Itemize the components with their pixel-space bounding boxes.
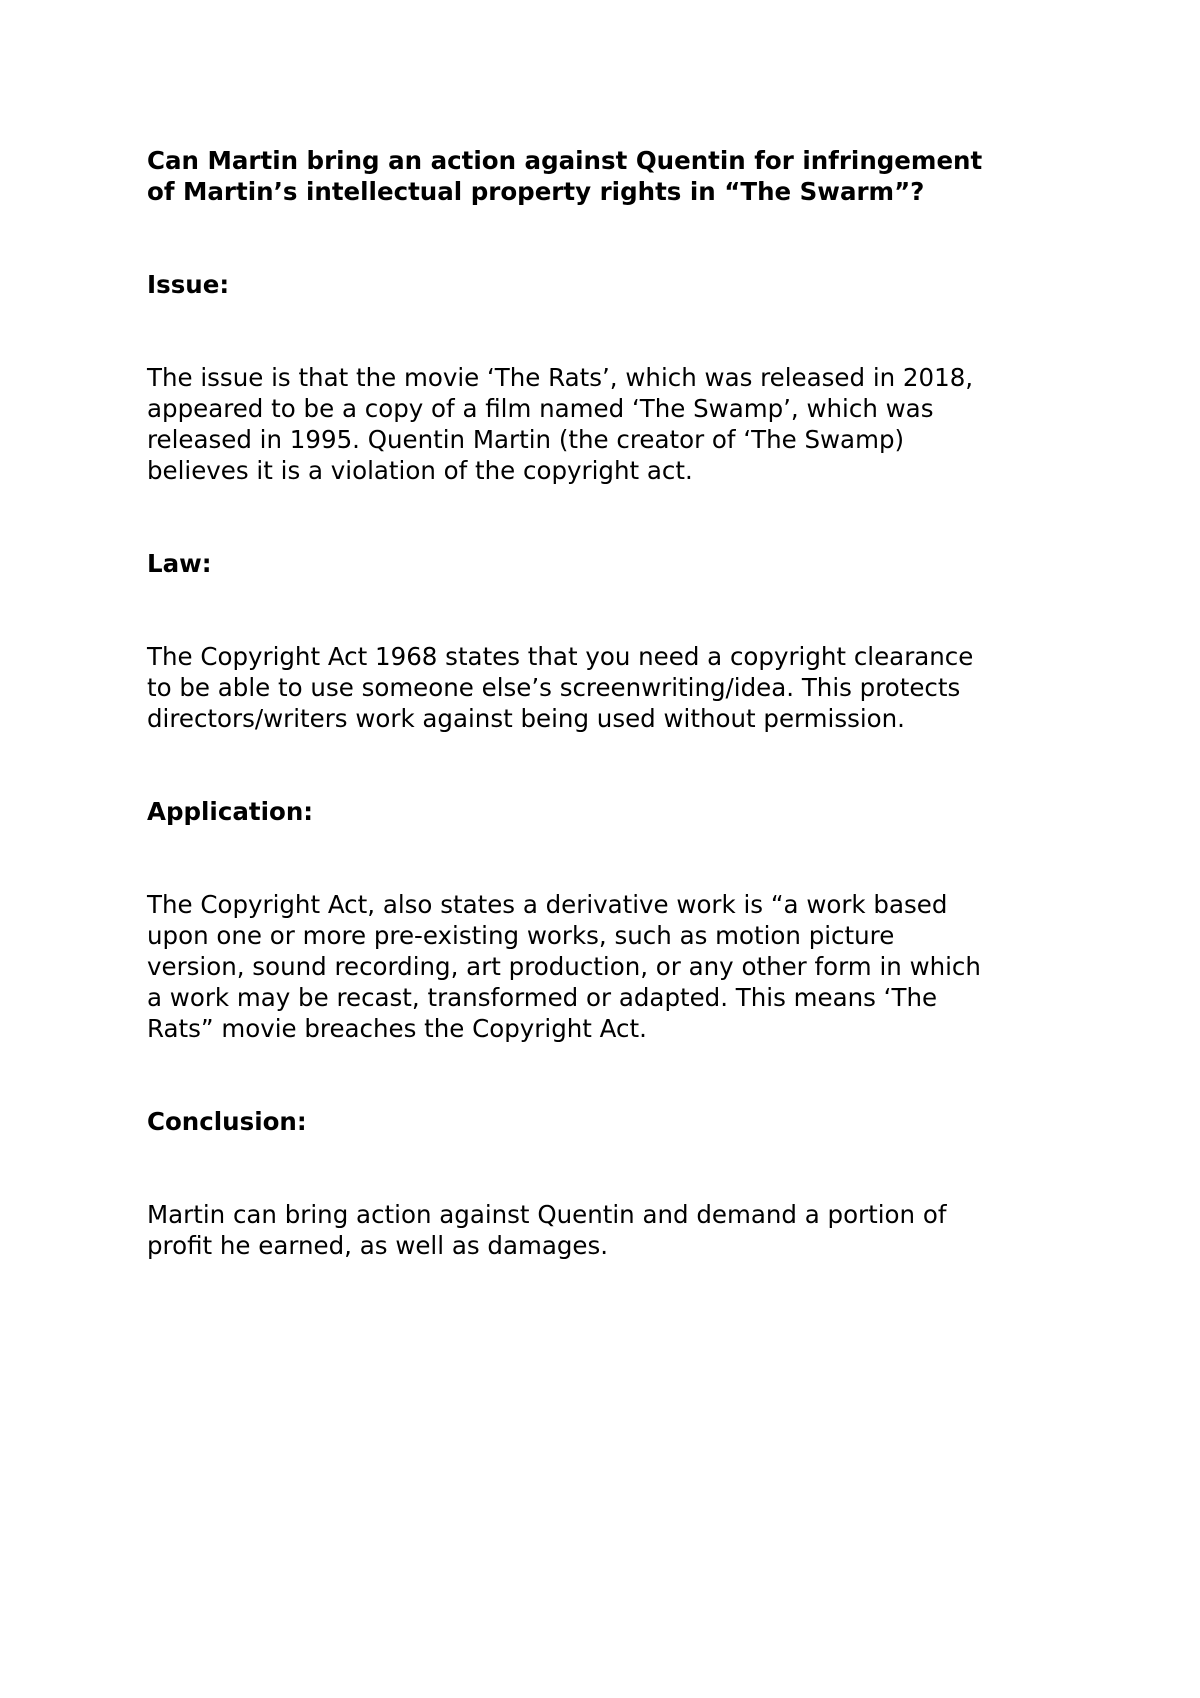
section-heading-conclusion: Conclusion: bbox=[147, 1107, 307, 1136]
section-body-law: The Copyright Act 1968 states that you need a copyright clearance to be able to use someone else’s screenwriting/idea. This protects directors/writers work against being used without permission. bbox=[147, 642, 974, 733]
spacer bbox=[147, 1044, 1077, 1106]
spacer bbox=[147, 734, 1077, 796]
section-heading-application: Application: bbox=[147, 797, 314, 826]
spacer bbox=[147, 300, 1077, 362]
section-body-issue: The issue is that the movie ‘The Rats’, which was released in 2018, appeared to be a copy of a film named ‘The Swamp’, which was released in 1995. Quentin Martin (the creator of ‘The Swamp) believes it is a violation of the copyright act. bbox=[147, 363, 974, 485]
spacer bbox=[147, 827, 1077, 889]
spacer bbox=[147, 579, 1077, 641]
section-body-conclusion: Martin can bring action against Quentin and demand a portion of profit he earned, as well as damages. bbox=[147, 1200, 947, 1260]
document-title: Can Martin bring an action against Quentin for infringement of Martin’s intellectual property rights in “The Swarm”? bbox=[147, 146, 983, 206]
document-content bbox=[147, 145, 1077, 1261]
section-body-application: The Copyright Act, also states a derivative work is “a work based upon one or more pre-existing works, such as motion picture version, sound recording, art production, or any other form in which a work may be recast, transformed or adapted. This means ‘The Rats” movie breaches the Copyright Act. bbox=[147, 890, 981, 1043]
section-heading-issue: Issue: bbox=[147, 270, 230, 299]
spacer bbox=[147, 1137, 1077, 1199]
spacer bbox=[147, 486, 1077, 548]
section-heading-law: Law: bbox=[147, 549, 212, 578]
spacer bbox=[147, 207, 1077, 269]
